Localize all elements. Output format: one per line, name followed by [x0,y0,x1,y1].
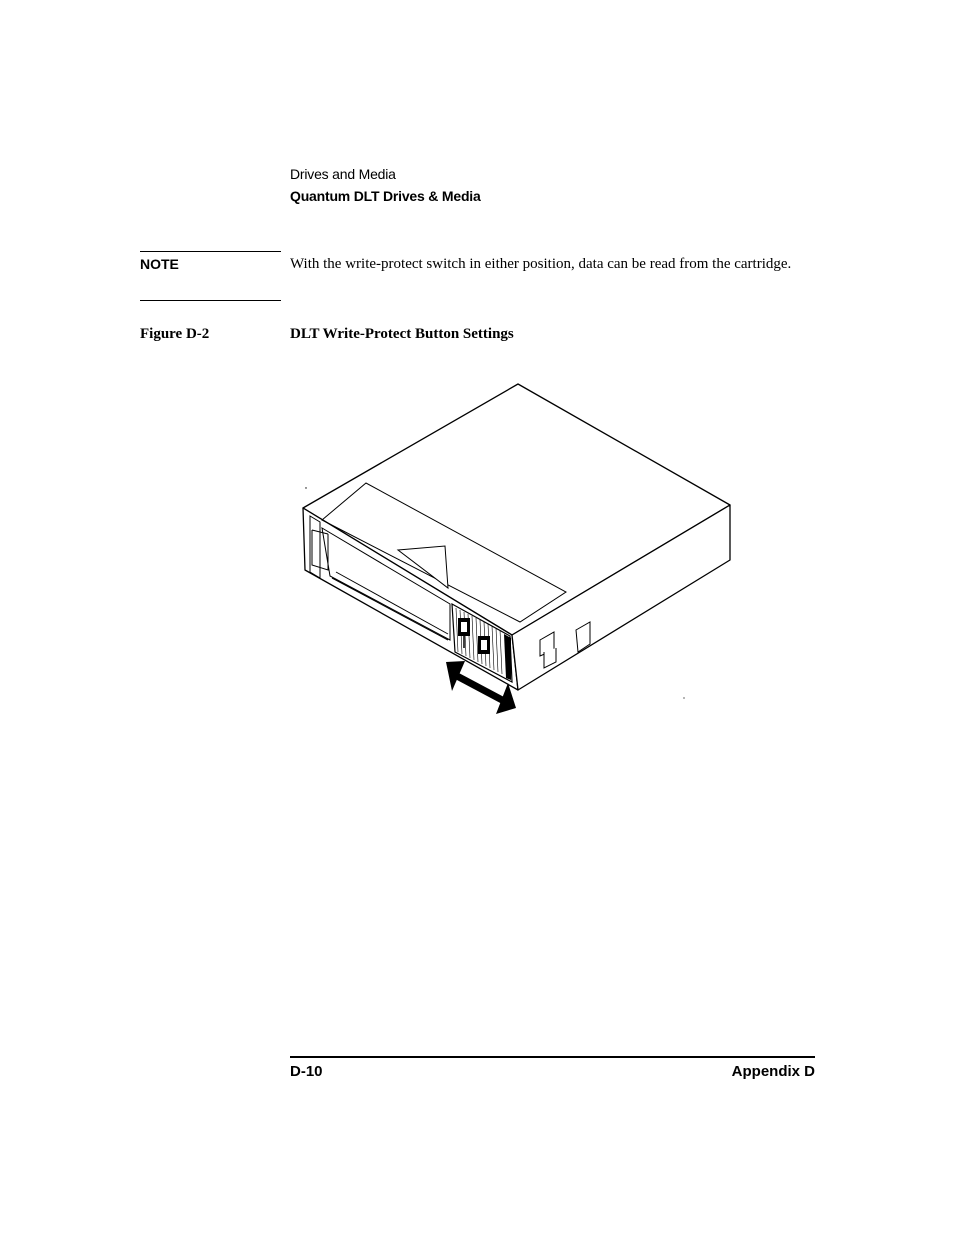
running-header-subsection: Quantum DLT Drives & Media [290,188,481,204]
cartridge-drawing [300,378,740,723]
note-rule-top [140,251,281,252]
footer-rule [290,1056,815,1058]
footer-section: Appendix D [731,1063,815,1080]
note-label: NOTE [140,256,179,272]
note-text: With the write-protect switch in either position, data can be read from the cartridge. [290,256,792,272]
note-rule-bottom [140,300,281,301]
figure-label: Figure D-2 [140,326,210,342]
footer-page-number: D-10 [290,1063,323,1080]
figure-illustration [300,378,740,723]
figure-title: DLT Write-Protect Button Settings [290,326,514,342]
running-header-section: Drives and Media [290,166,396,182]
